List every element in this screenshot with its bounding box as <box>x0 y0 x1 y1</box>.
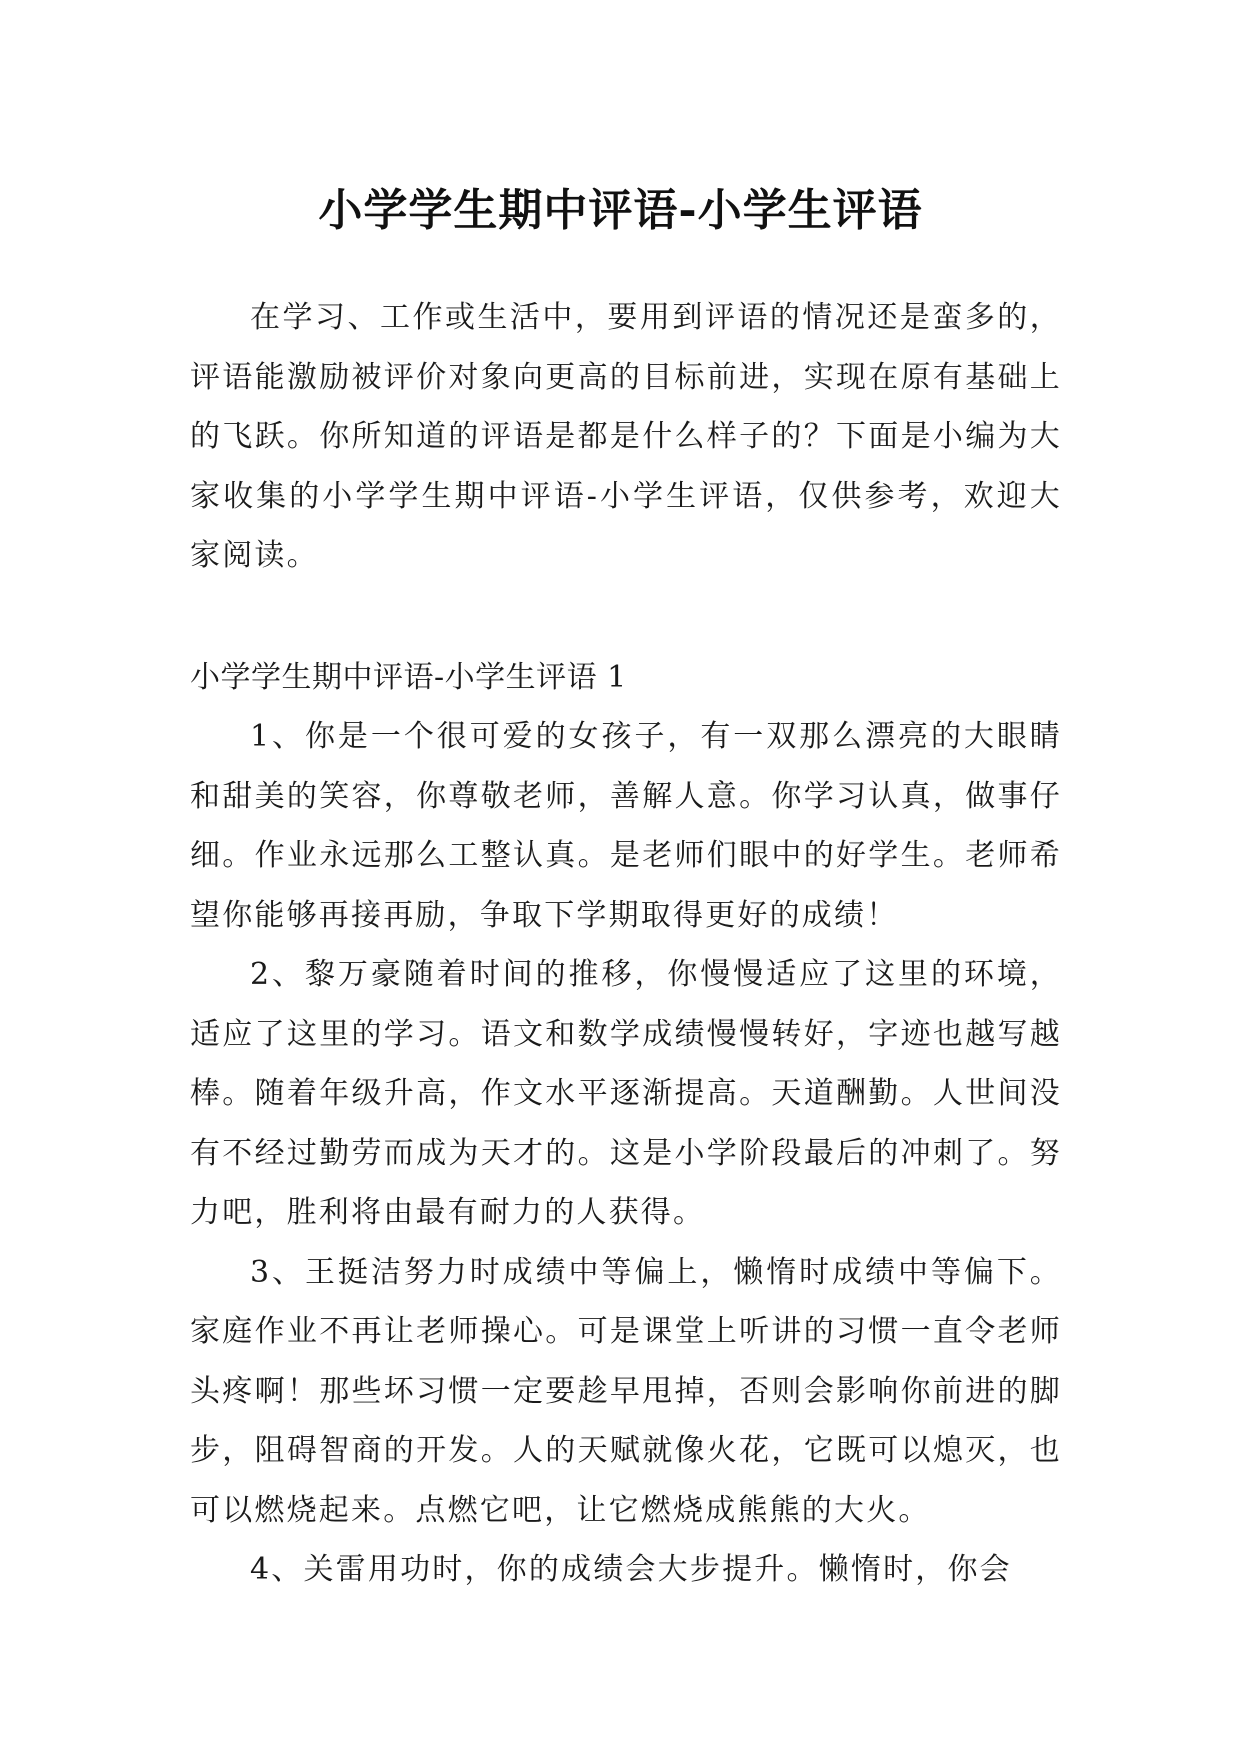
document-title: 小学学生期中评语-小学生评语 <box>318 185 923 237</box>
comment-paragraph: 1、你是一个很可爱的女孩子，有一双那么漂亮的大眼睛和甜美的笑容，你尊敬老师，善解人意。你学习认真，做事仔细。作业永远那么工整认真。是老师们眼中的好学生。老师希望你能够再接再励，争取下学期取得更好的成绩！ <box>190 719 1062 933</box>
comment-paragraph: 4、关雷用功时，你的成绩会大步提升。懒惰时，你会 <box>250 1552 1012 1587</box>
comment-paragraph: 2、黎万豪随着时间的推移，你慢慢适应了这里的环境，适应了这里的学习。语文和数学成绩慢慢转好，字迹也越写越棒。随着年级升高，作文水平逐渐提高。天道酬勤。人世间没有不经过勤劳而成为天才的。这是小学阶段最后的冲刺了。努力吧，胜利将由最有耐力的人获得。 <box>190 957 1062 1230</box>
intro-paragraph: 在学习、工作或生活中，要用到评语的情况还是蛮多的，评语能激励被评价对象向更高的目标前进，实现在原有基础上的飞跃。你所知道的评语是都是什么样子的？下面是小编为大家收集的小学学生期中评语-小学生评语，仅供参考，欢迎大家阅读。 <box>190 300 1062 573</box>
section-heading: 小学学生期中评语-小学生评语 1 <box>190 659 627 695</box>
comment-paragraph: 3、王挺洁努力时成绩中等偏上，懒惰时成绩中等偏下。家庭作业不再让老师操心。可是课堂上听讲的习惯一直令老师头疼啊！那些坏习惯一定要趁早甩掉，否则会影响你前进的脚步，阻碍智商的开发。人的天赋就像火花，它既可以熄灭，也可以燃烧起来。点燃它吧，让它燃烧成熊熊的大火。 <box>190 1254 1062 1528</box>
document-body <box>190 288 1062 1600</box>
